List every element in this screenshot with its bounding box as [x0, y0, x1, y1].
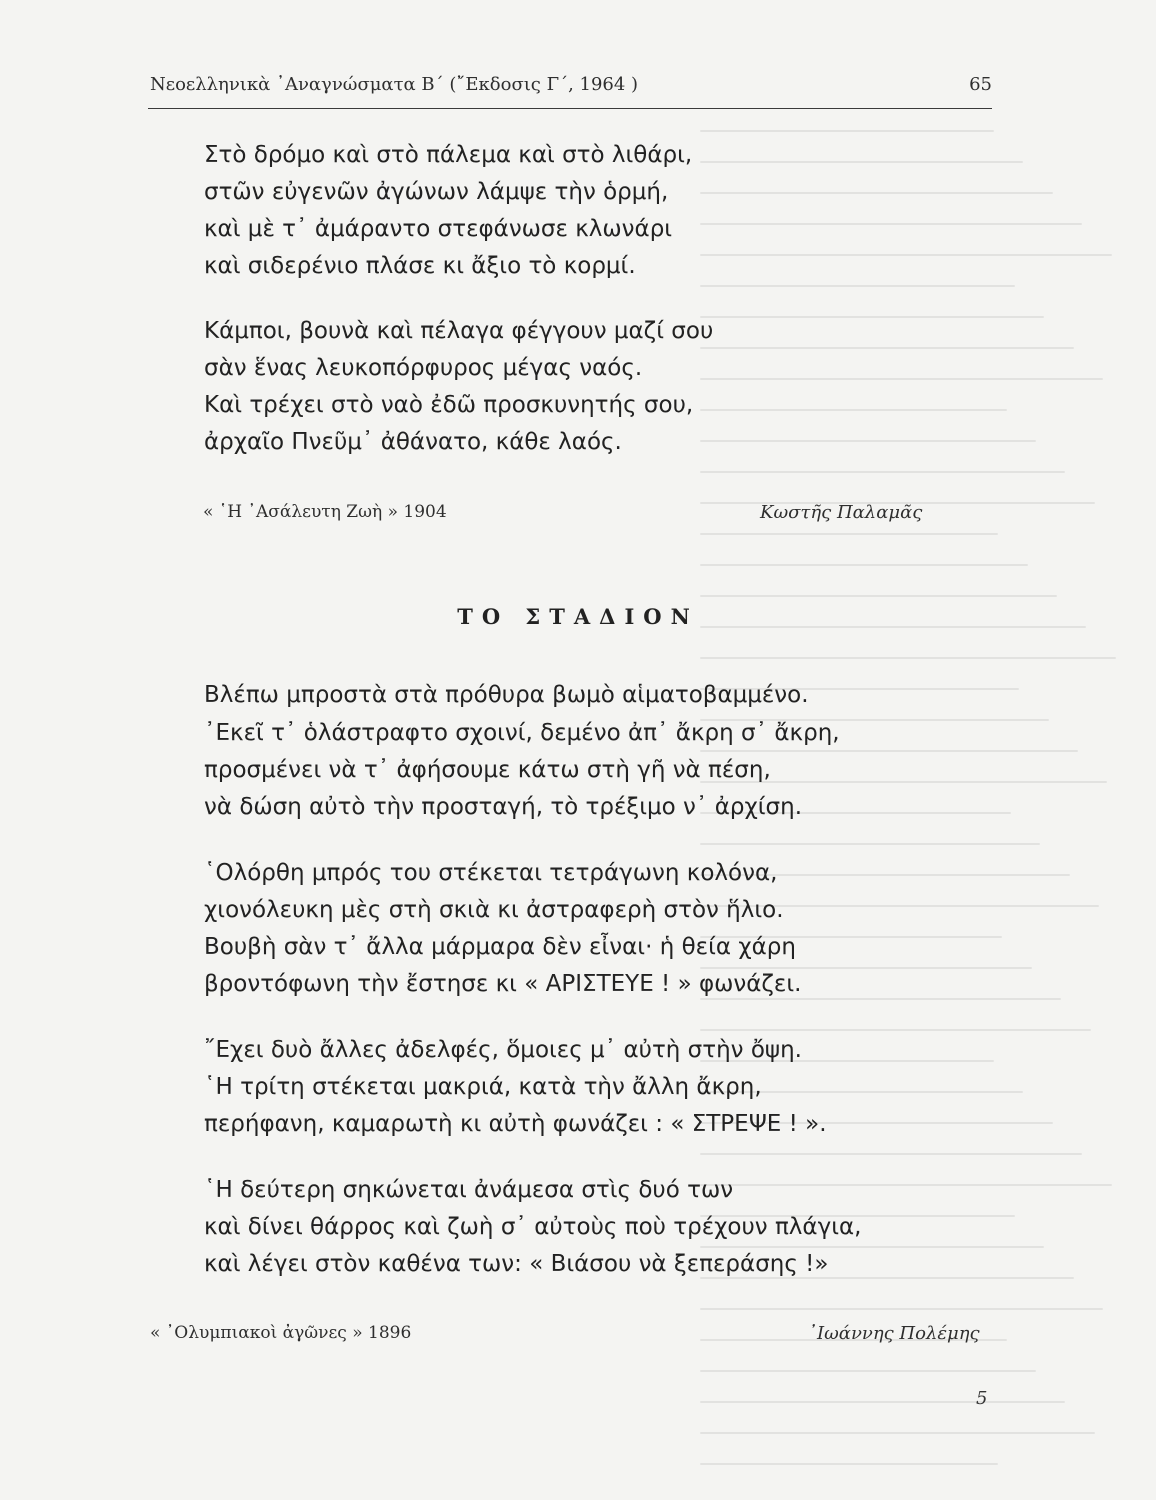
poem-line: χιονόλευκη μὲς στὴ σκιὰ κι ἀστραφερὴ στὸν ἥλιο.	[204, 897, 784, 923]
bleed-line	[700, 967, 1032, 969]
bleed-line	[700, 1029, 1091, 1031]
poem-line: ῾Η τρίτη στέκεται μακριά, κατὰ τὴν ἄλλη ἄκρη,	[204, 1074, 762, 1100]
poem-source: « ῾Η ᾿Ασάλευτη Ζωὴ » 1904	[203, 502, 447, 522]
poem-line: σὰν ἕνας λευκοπόρφυρος μέγας ναός.	[204, 355, 643, 381]
poem-line: καὶ σιδερένιο πλάσε κι ἄξιο τὸ κορμί.	[204, 253, 636, 279]
poem-author: Κωστῆς Παλαμᾶς	[760, 502, 923, 523]
poem-line: στῶν εὐγενῶν ἀγώνων λάμψε τὴν ὁρμή,	[204, 179, 669, 205]
poem-line: ᾿Εκεῖ τ᾿ ὁλάστραφτο σχοινί, δεμένο ἀπ᾿ ἄκρη σ᾿ ἄκρη,	[204, 720, 840, 746]
poem-line: Καὶ τρέχει στὸ ναὸ ἐδῶ προσκυνητής σου,	[204, 392, 694, 418]
bleed-line	[700, 378, 1103, 380]
poem-line: Στὸ δρόμο καὶ στὸ πάλεμα καὶ στὸ λιθάρι,	[204, 142, 693, 168]
bleed-line	[700, 1153, 1082, 1155]
poem-line: ἀρχαῖο Πνεῦμ᾿ ἀθάνατο, κάθε λαός.	[204, 429, 622, 455]
bleed-line	[700, 1370, 1036, 1372]
bleed-line	[700, 595, 1057, 597]
poem-line: περήφανη, καμαρωτὴ κι αὐτὴ φωνάζει : « ΣΤΡΕΨΕ ! ».	[204, 1111, 827, 1137]
bleed-line	[700, 657, 1116, 659]
header-rule	[148, 108, 992, 109]
poem-line: καὶ μὲ τ᾿ ἀμάραντο στεφάνωσε κλωνάρι	[204, 216, 673, 242]
poem-line: καὶ δίνει θάρρος καὶ ζωὴ σ᾿ αὐτοὺς ποὺ τρέχουν πλάγια,	[204, 1214, 862, 1240]
bleed-line	[700, 1401, 1065, 1403]
page-number: 65	[969, 74, 992, 95]
bleed-line	[700, 254, 1112, 256]
poem-line: ῾Ολόρθη μπρός του στέκεται τετράγωνη κολόνα,	[204, 860, 778, 886]
printer-signature-mark: 5	[976, 1388, 988, 1409]
running-head-title: Νεοελληνικὰ ᾿Αναγνώσματα Β΄ (῎Εκδοσις Γ΄, 1964 )	[150, 74, 639, 95]
poem-line: νὰ δώση αὐτὸ τὴν προσταγή, τὸ τρέξιμο ν᾿ ἀρχίση.	[204, 794, 802, 820]
poem-line: Βουβὴ σὰν τ᾿ ἄλλα μάρμαρα δὲν εἶναι· ἡ θεία χάρη	[204, 934, 796, 960]
bleed-line	[700, 1463, 998, 1465]
poem-line: ῾Η δεύτερη σηκώνεται ἀνάμεσα στὶς δυό των	[204, 1177, 734, 1203]
bleed-line	[700, 998, 1061, 1000]
bleed-line	[700, 843, 1040, 845]
bleed-line	[700, 161, 1023, 163]
poem-line: Κάμποι, βουνὰ καὶ πέλαγα φέγγουν μαζί σου	[204, 318, 714, 344]
bleed-line	[700, 533, 998, 535]
bleed-line	[700, 440, 1036, 442]
poem-line: ῎Εχει δυὸ ἄλλες ἀδελφές, ὅμοιες μ᾿ αὐτὴ στὴν ὄψη.	[204, 1037, 802, 1063]
running-head	[150, 74, 992, 104]
poem-author: ᾿Ιωάννης Πολέμης	[808, 1323, 980, 1344]
bleed-line	[700, 223, 1082, 225]
bleed-line	[700, 1432, 1095, 1434]
bleed-line	[700, 1277, 1074, 1279]
bleed-line	[700, 750, 1078, 752]
bleed-line	[700, 192, 1053, 194]
bleed-line	[700, 1184, 1112, 1186]
poem-title: ΤΟ ΣΤΑΔΙΟΝ	[457, 604, 699, 629]
bleed-line	[700, 409, 1007, 411]
poem-line: καὶ λέγει στὸν καθένα των: « Βιάσου νὰ ξεπεράσης !»	[204, 1251, 829, 1277]
poem-line: βροντόφωνη τὴν ἔστησε κι « ΑΡΙΣΤΕΥΕ ! » φωνάζει.	[204, 971, 802, 997]
bleed-line	[700, 347, 1074, 349]
bleed-line	[700, 285, 1015, 287]
bleed-line	[700, 1246, 1044, 1248]
bleed-line	[700, 316, 1044, 318]
poem-line: προσμένει νὰ τ᾿ ἀφήσουμε κάτω στὴ γῆ νὰ πέση,	[204, 757, 771, 783]
poem-line: Βλέπω μπροστὰ στὰ πρόθυρα βωμὸ αἱματοβαμμένο.	[204, 682, 809, 708]
bleed-line	[700, 1308, 1103, 1310]
bleed-line	[700, 564, 1028, 566]
poem-source: « ᾿Ολυμπιακοὶ ἀγῶνες » 1896	[150, 1323, 412, 1343]
bleed-line	[700, 471, 1065, 473]
bleed-line	[700, 130, 994, 132]
